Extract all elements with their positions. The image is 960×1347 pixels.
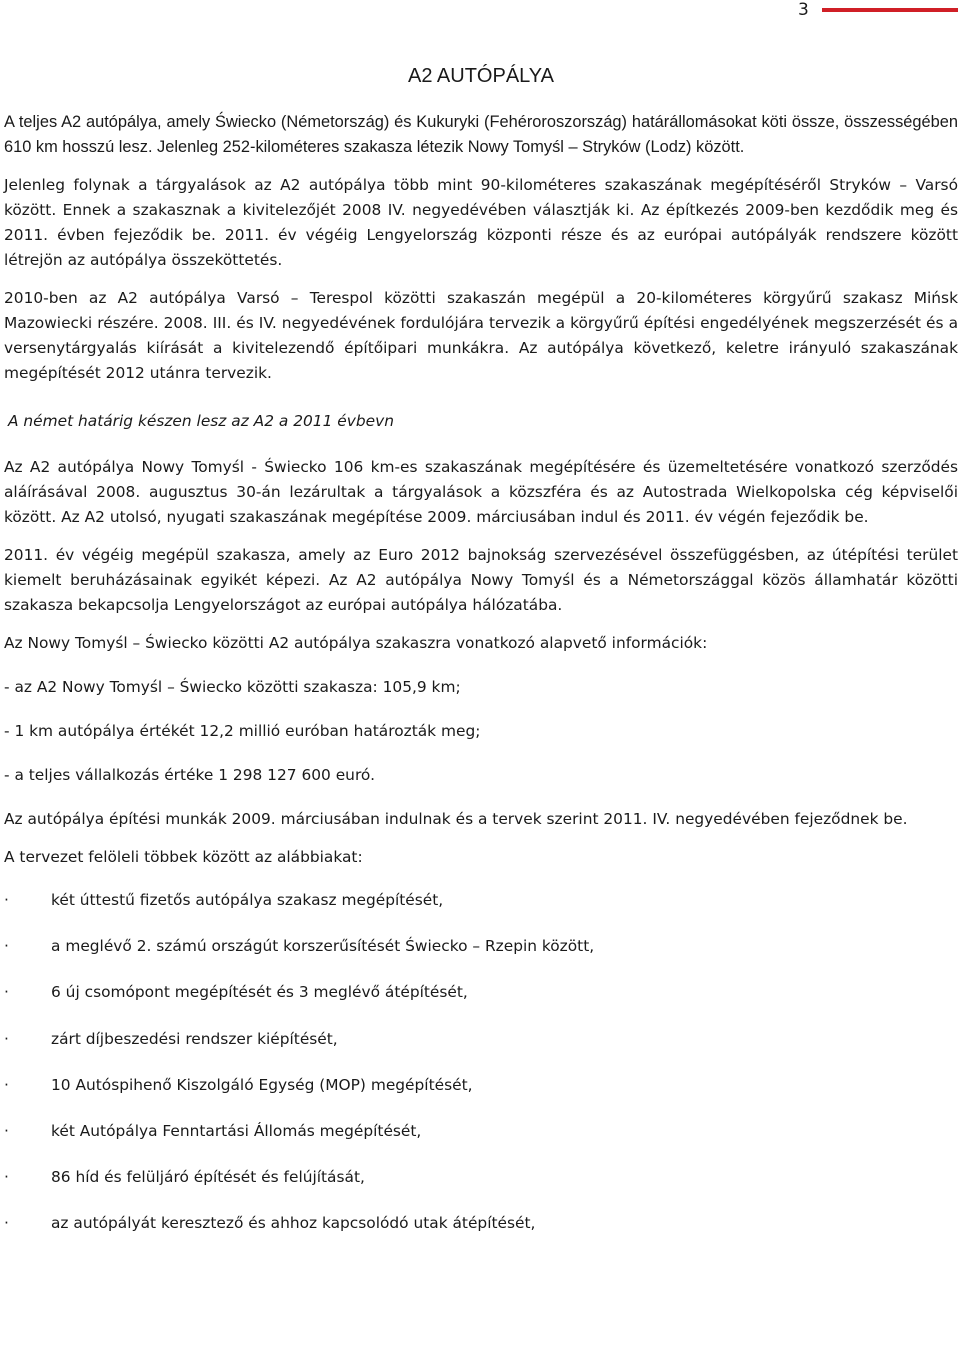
document-title: A2 AUTÓPÁLYA <box>408 65 554 87</box>
list-item <box>4 1073 958 1098</box>
bullet-mark: · <box>4 937 9 956</box>
list-item <box>4 1211 958 1236</box>
bullet-mark: · <box>4 891 9 909</box>
bullet-mark: · <box>4 1214 9 1233</box>
list-intro: A tervezet felöleli többek között az alábbiakat: <box>4 848 363 866</box>
paragraph: Az Nowy Tomyśl – Świecko közötti A2 autópálya szakaszra vonatkozó alapvető információk: <box>4 634 708 652</box>
list-item-text: két úttestű fizetős autópálya szakasz megépítését, <box>51 891 444 909</box>
page-number: 3 <box>798 0 809 20</box>
list-item-text: 10 Autóspihenő Kiszolgáló Egység (MOP) megépítését, <box>51 1075 473 1094</box>
paragraph: 2011. év végéig megépül szakasza, amely az Euro 2012 bajnokság szervezésével összefüggésben, az útépítési terület kiemelt beruházásainak egyikét képezi. Az A2 autópálya Nowy Tomyśl és a Németországgal közös államhatár közötti szakasza bekapcsolja Lengyelországot az európai autópálya hálózatába. <box>4 546 958 614</box>
list-item-text: zárt díjbeszedési rendszer kiépítését, <box>51 1029 338 1048</box>
document-body <box>4 62 958 1258</box>
paragraph: Jelenleg folynak a tárgyalások az A2 autópálya több mint 90-kilométeres szakaszának megépítéséről Stryków – Varsó között. Ennek a szakasznak a kivitelezőjét 2008 IV. negyedévében választják ki. Az építkezés 2009-ben kezdődik meg és 2011. évben fejeződik be. 2011. év végéig Lengyelország központi része és az európai autópályák rendszere között létrejön az autópálya összeköttetés. <box>4 176 958 269</box>
info-line: - 1 km autópálya értékét 12,2 millió euróban határozták meg; <box>4 722 481 740</box>
bullet-list <box>4 888 958 1236</box>
bullet-mark: · <box>4 1168 9 1187</box>
list-item <box>4 1165 958 1190</box>
bullet-mark: · <box>4 1075 9 1094</box>
paragraph: Az A2 autópálya Nowy Tomyśl - Świecko 106 km-es szakaszának megépítésére és üzemeltetésére vonatkozó szerződés aláírásával 2008. augusztus 30-án lezárultak a tárgyalások a közszféra és az Autostrada Wielkopolska cég képviselői között. Az A2 utolsó, nyugati szakaszának megépítése 2009. márciusában indul és 2011. év végén fejeződik be. <box>4 458 958 526</box>
list-item <box>4 934 958 959</box>
bullet-mark: · <box>4 983 9 1002</box>
list-item <box>4 1027 958 1052</box>
info-line: - a teljes vállalkozás értéke 1 298 127 600 euró. <box>4 766 375 784</box>
paragraph: Az autópálya építési munkák 2009. márciusában indulnak és a tervek szerint 2011. IV. negyedévében fejeződnek be. <box>4 810 908 828</box>
bullet-mark: · <box>4 1029 9 1048</box>
list-item-text: két Autópálya Fenntartási Állomás megépítését, <box>51 1121 422 1140</box>
list-item <box>4 980 958 1005</box>
list-item-text: a meglévő 2. számú országút korszerűsítését Świecko – Rzepin között, <box>51 937 595 956</box>
list-item-text: 86 híd és felüljáró építését és felújítását, <box>51 1168 365 1187</box>
section-subtitle: A német határig készen lesz az A2 a 2011 évbevn <box>8 412 394 430</box>
list-item <box>4 1119 958 1144</box>
bullet-mark: · <box>4 1121 9 1140</box>
paragraph: 2010-ben az A2 autópálya Varsó – Terespol közötti szakaszán megépül a 20-kilométeres körgyűrű szakasz Mińsk Mazowiecki részére. 2008. III. és IV. negyedévének fordulójára tervezik a körgyűrű építési engedélyének megszerzését és a versenytárgyalás kiírását a kivitelezendő építőipari munkákra. Az autópálya következő, keletre irányuló szakaszának megépítését 2012 utánra tervezik. <box>4 289 958 382</box>
list-item-text: 6 új csomópont megépítését és 3 meglévő átépítését, <box>51 983 468 1002</box>
list-item-text: az autópályát keresztező és ahhoz kapcsolódó utak átépítését, <box>51 1214 536 1233</box>
paragraph: A teljes A2 autópálya, amely Świecko (Németország) és Kukuryki (Fehéroroszország) határállomásokat köti össze, összességében 610 km hosszú lesz. Jelenleg 252-kilométeres szakasza létezik Nowy Tomyśl – Stryków (Lodz) között. <box>4 113 958 156</box>
header-rule <box>822 8 958 12</box>
list-item <box>4 888 958 913</box>
info-line: - az A2 Nowy Tomyśl – Świecko közötti szakasza: 105,9 km; <box>4 678 461 696</box>
